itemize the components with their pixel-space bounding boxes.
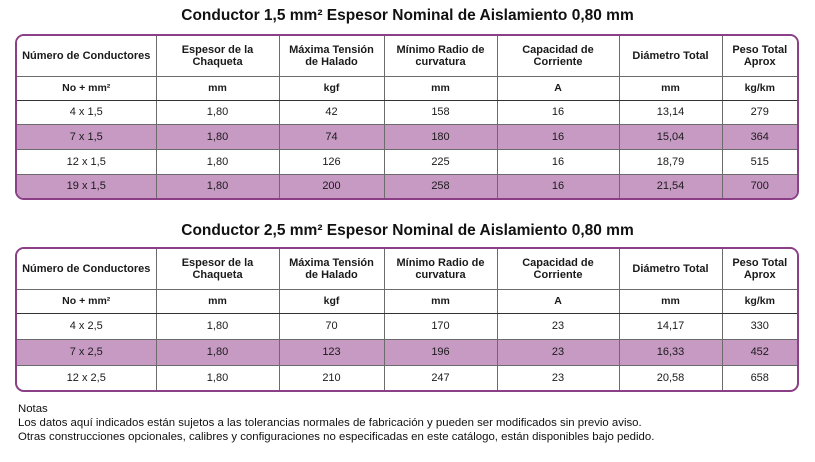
notes-line: Otras construcciones opcionales, calibres y configuraciones no especificadas en este catálogo, están disponibles bajo pedido. (18, 431, 655, 443)
table-cell: 196 (384, 339, 497, 365)
table-row (17, 149, 797, 174)
table-cell: 123 (279, 339, 384, 365)
header-cell: Capacidad de Corriente (497, 36, 619, 76)
table-cell: 16,33 (619, 339, 722, 365)
table-cell: 1,80 (156, 313, 279, 339)
table1-units-row (17, 76, 797, 100)
table-cell: 1,80 (156, 149, 279, 174)
table2-title: Conductor 2,5 mm² Espesor Nominal de Aislamiento 0,80 mm (181, 222, 634, 239)
table-row (17, 100, 797, 125)
table-cell: 452 (722, 339, 797, 365)
table-cell: 12 x 1,5 (17, 149, 156, 174)
table-cell: 74 (279, 125, 384, 150)
table-cell: 1,80 (156, 174, 279, 198)
header-cell: Capacidad de Corriente (497, 249, 619, 289)
table-cell: 20,58 (619, 365, 722, 390)
unit-cell: No + mm² (17, 76, 156, 100)
header-cell: Peso Total Aprox (722, 249, 797, 289)
header-cell: Número de Conductores (17, 36, 156, 76)
table-cell: 1,80 (156, 365, 279, 390)
unit-cell: kgf (279, 289, 384, 313)
table-cell: 16 (497, 174, 619, 198)
table-cell: 16 (497, 100, 619, 125)
unit-cell: mm (384, 289, 497, 313)
table2-frame (15, 247, 799, 392)
table-cell: 279 (722, 100, 797, 125)
table1-title: Conductor 1,5 mm² Espesor Nominal de Aislamiento 0,80 mm (181, 7, 634, 24)
table2-units-row (17, 289, 797, 313)
table-row (17, 313, 797, 339)
table-cell: 1,80 (156, 100, 279, 125)
table-cell: 258 (384, 174, 497, 198)
unit-cell: No + mm² (17, 289, 156, 313)
table-cell: 247 (384, 365, 497, 390)
table-cell: 330 (722, 313, 797, 339)
header-cell: Máxima Tensión de Halado (279, 36, 384, 76)
header-cell: Espesor de la Chaqueta (156, 36, 279, 76)
table2 (17, 249, 797, 390)
table-cell: 70 (279, 313, 384, 339)
table-cell: 225 (384, 149, 497, 174)
notes-heading: Notas (18, 403, 48, 415)
header-cell: Diámetro Total (619, 36, 722, 76)
table-cell: 12 x 2,5 (17, 365, 156, 390)
table-cell: 200 (279, 174, 384, 198)
table-cell: 180 (384, 125, 497, 150)
table-row (17, 365, 797, 390)
unit-cell: mm (619, 76, 722, 100)
table-cell: 515 (722, 149, 797, 174)
table-cell: 126 (279, 149, 384, 174)
table-cell: 16 (497, 149, 619, 174)
table-row (17, 125, 797, 150)
table-cell: 19 x 1,5 (17, 174, 156, 198)
header-cell: Peso Total Aprox (722, 36, 797, 76)
table-cell: 23 (497, 339, 619, 365)
table-cell: 1,80 (156, 125, 279, 150)
table-cell: 658 (750, 371, 769, 384)
table-cell: 23 (497, 313, 619, 339)
unit-cell: kg/km (722, 289, 797, 313)
unit-cell: kg/km (722, 76, 797, 100)
table-row (17, 339, 797, 365)
header-cell: Número de Conductores (17, 249, 156, 289)
table1-header-row (17, 36, 797, 76)
table-cell: 364 (722, 125, 797, 150)
table-cell: 23 (497, 365, 619, 390)
table-cell: 18,79 (619, 149, 722, 174)
table-cell: 15,04 (619, 125, 722, 150)
header-cell: Diámetro Total (619, 249, 722, 289)
table1 (17, 36, 797, 198)
table-cell: 170 (384, 313, 497, 339)
table-cell: 158 (384, 100, 497, 125)
table-cell: 16 (497, 125, 619, 150)
table-cell: 7 x 1,5 (17, 125, 156, 150)
table-cell: 700 (722, 174, 797, 198)
header-cell: Máxima Tensión de Halado (279, 249, 384, 289)
unit-cell: mm (156, 289, 279, 313)
notes-line: Los datos aquí indicados están sujetos a las tolerancias normales de fabricación y pueden ser modificados sin previo aviso. (18, 417, 642, 429)
header-cell: Mínimo Radio de curvatura (384, 249, 497, 289)
table-row (17, 174, 797, 198)
table1-frame (15, 34, 799, 200)
table-cell: 210 (279, 365, 384, 390)
unit-cell: mm (384, 76, 497, 100)
table-cell: 1,80 (156, 339, 279, 365)
table-cell: 21,54 (619, 174, 722, 198)
unit-cell: mm (156, 76, 279, 100)
table-cell: 13,14 (619, 100, 722, 125)
table-cell: 4 x 1,5 (17, 100, 156, 125)
unit-cell: A (497, 76, 619, 100)
table-cell: 7 x 2,5 (17, 339, 156, 365)
table-cell: 4 x 2,5 (17, 313, 156, 339)
header-cell: Espesor de la Chaqueta (156, 249, 279, 289)
table-cell: 14,17 (619, 313, 722, 339)
unit-cell: mm (619, 289, 722, 313)
unit-cell: A (497, 289, 619, 313)
table2-header-row (17, 249, 797, 289)
unit-cell: kgf (279, 76, 384, 100)
notes-section (18, 402, 654, 444)
table-cell: 42 (279, 100, 384, 125)
header-cell: Mínimo Radio de curvatura (384, 36, 497, 76)
